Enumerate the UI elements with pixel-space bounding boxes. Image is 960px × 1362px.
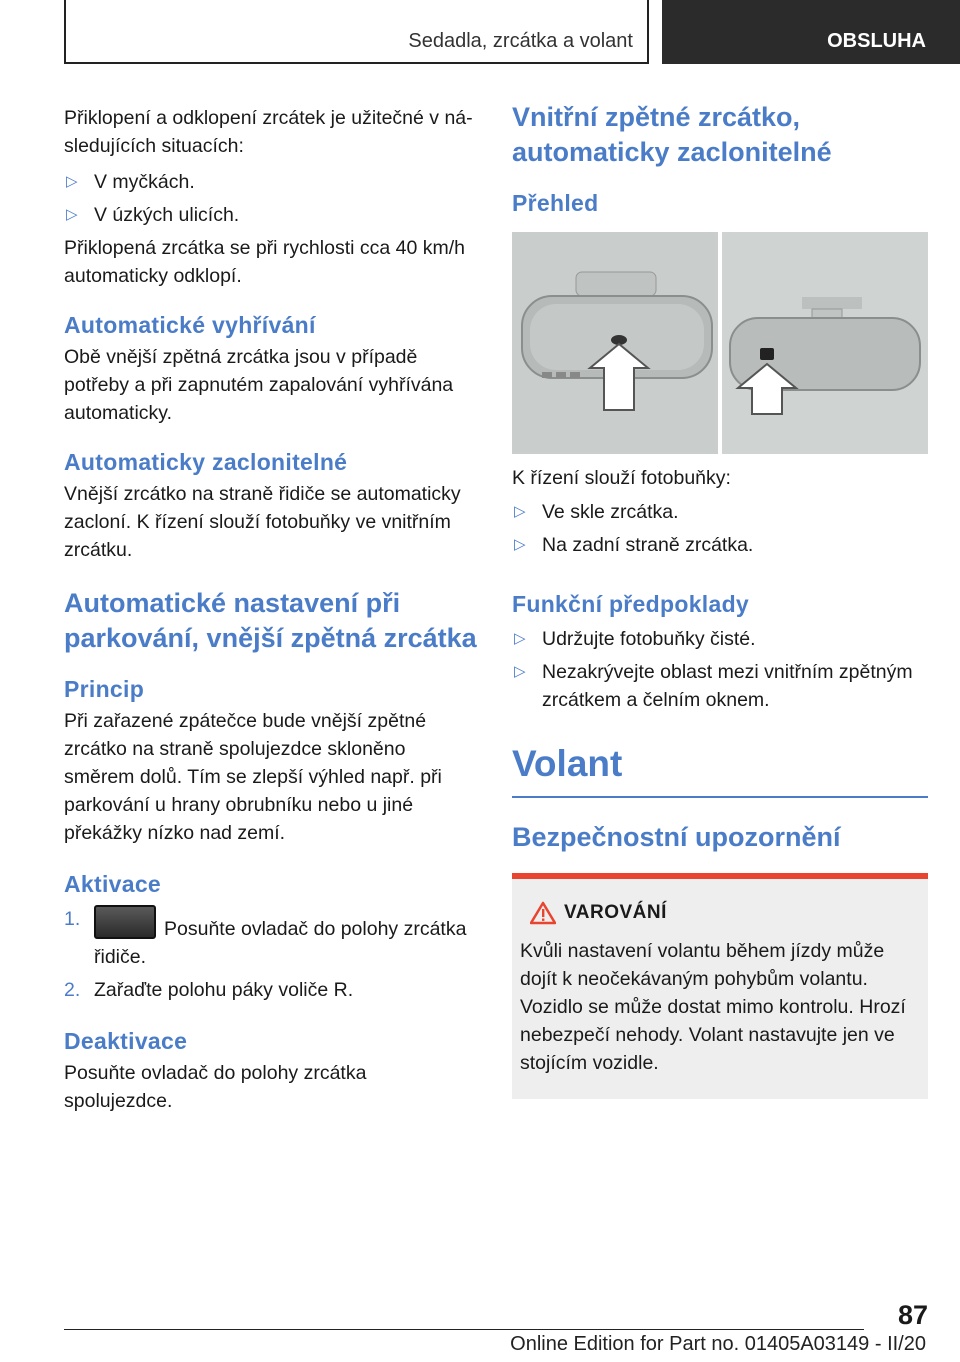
heating-text: Obě vnější zpětná zrcátka jsou v případě potřeby a při zapnutém zapalování vyhřívána automaticky.: [64, 346, 454, 424]
heading-safety: Bezpečnostní upozornění: [512, 822, 841, 852]
chapter-tab: [64, 0, 649, 64]
page-header: [0, 0, 960, 66]
heading-wheel: Volant: [512, 743, 623, 784]
warning-text: Kvůli nastavení volantu během jízdy může dojít k neočekávaným pohybům volantu. Vozidlo se může dostat mimo kontrolu. Hrozí nebezpečí nehody. Volant nastavujte jen ve stojícím vozidle.: [520, 940, 906, 1074]
triangle-right-icon: ▷: [514, 536, 526, 553]
triangle-right-icon: ▷: [514, 503, 526, 520]
fold-note: Přiklopená zrcátka se při rychlosti cca 40 km/h automaticky odklopí.: [64, 237, 465, 287]
triangle-right-icon: ▷: [514, 663, 526, 680]
list-item: ▷ Ve skle zrcátka.: [512, 498, 928, 526]
footer-edition: Online Edition for Part no. 01405A03149 - II/20: [510, 1333, 926, 1355]
warning-label: VAROVÁNÍ: [564, 902, 667, 923]
heading-activation: Aktivace: [64, 871, 162, 897]
step-item: 1. Posuňte ovladač do polohy zrcátka řidiče.: [64, 905, 480, 971]
heading-rule: [512, 796, 928, 798]
right-column: [512, 96, 928, 1099]
mirror-switch-icon: [94, 905, 156, 939]
list-item: ▷ V myčkách.: [64, 168, 480, 196]
page-number: 87: [897, 1300, 928, 1330]
principle-text: Při zařazené zpátečce bude vnější zpětné zrcátko na straně spolujezdce skloněno směrem dolů. Tím se zlepší výhled např. při parkování u hrany obrubníku nebo u jiné překážky nízko nad zemí.: [64, 710, 442, 844]
chapter-title: Sedadla, zrcátka a volant: [408, 30, 633, 52]
triangle-right-icon: ▷: [514, 630, 526, 647]
footer-rule: [64, 1329, 864, 1330]
mirror-illustration: [512, 232, 928, 454]
heading-mirror: Vnitřní zpětné zrcátko, automaticky zaclonitelné: [512, 102, 832, 167]
list-item: ▷ Na zadní straně zrcátka.: [512, 531, 928, 559]
list-item: ▷ Nezakrývejte oblast mezi vnitřním zpětným zrcátkem a čelním oknem.: [512, 658, 928, 714]
triangle-right-icon: ▷: [66, 173, 78, 190]
heading-overview: Přehled: [512, 190, 599, 216]
heading-heating: Automatické vyhřívání: [64, 312, 316, 338]
mirror-photo: [512, 232, 928, 454]
triangle-right-icon: ▷: [66, 206, 78, 223]
warning-box: [512, 873, 928, 1099]
intro-text: Přiklopení a odklopení zrcátek je užitečné v následujících situacích:: [64, 107, 473, 157]
heading-principle: Princip: [64, 676, 145, 702]
warning-triangle-icon: [530, 901, 556, 925]
section-tab: [662, 0, 960, 64]
deactivation-text: Posuňte ovladač do polohy zrcátka spolujezdce.: [64, 1062, 367, 1112]
dimming-text: Vnější zrcátko na straně řidiče se automaticky zacloní. K řízení slouží fotobuňky ve vnitřním zrcátku.: [64, 483, 461, 561]
heading-parking: Automatické nastavení při parkování, vnější zpětná zrcátka: [64, 588, 477, 653]
section-title: OBSLUHA: [827, 30, 926, 52]
heading-requirements: Funkční předpoklady: [512, 591, 750, 617]
left-column: [64, 96, 480, 1115]
heading-dimming: Automaticky zaclonitelné: [64, 449, 348, 475]
step-item: 2. Zařaďte polohu páky voliče R.: [64, 979, 354, 1001]
list-item: ▷ Udržujte fotobuňky čisté.: [512, 625, 928, 653]
heading-deactivation: Deaktivace: [64, 1028, 188, 1054]
list-item: ▷ V úzkých ulicích.: [64, 201, 480, 229]
photo-caption: K řízení slouží fotobuňky:: [512, 467, 731, 489]
